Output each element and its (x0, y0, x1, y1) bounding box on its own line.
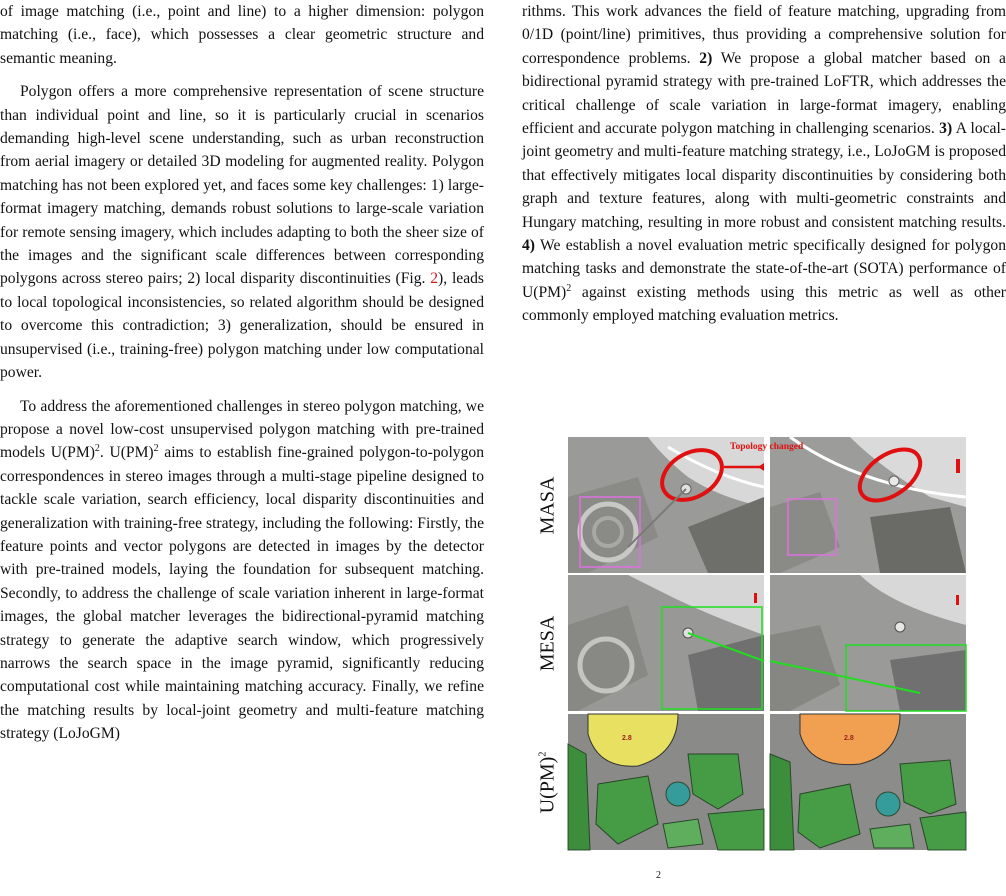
row-label-upm2: U(PM)$^2$ (536, 751, 559, 813)
topology-annotation: Topology changed (730, 442, 804, 452)
paragraph-polygon-challenges (0, 80, 484, 384)
text: Polygon offers a more comprehensive representation of scene structure than individual point and line, so it is particularly crucial in scenarios demanding high-level scene understanding, such as urban reconstruction from aerial imagery or detailed 3D modeling for augmented reality. Polygon matching has not been explored yet, and faces some key challenges: 1) large-format imagery matching, demands robust solutions to large-scale variation for remote sensing imagery, which includes adapting to both the sheer size of the images and the significant scale differences between corresponding polygons across stereo pairs; 2) local disparity discontinuities (Fig. (0, 83, 484, 288)
row-label-masa: MASA (536, 476, 559, 534)
text: rithms. This work advances the field of feature matching, upgrading from 0/1D (point/line) primitives, thus providing a comprehensive solution for correspondence problems. (522, 3, 1006, 67)
text: A local-joint geometry and multi-feature matching strategy, i.e., LoJoGM is proposed that effectively mitigates local disparity discontinuities by considering both graph and texture features, along with multi-geometric constraints and Hungary matching, resulting in more robust and consistent matching results. (522, 120, 1006, 231)
superscript: 2 (94, 443, 100, 455)
svg-text:2.8: 2.8 (622, 735, 632, 742)
row-label-mesa: MESA (536, 615, 559, 671)
superscript: 2 (566, 282, 572, 294)
text: aims to establish fine-grained polygon-to-polygon correspondences in stereo images through a multi-stage pipeline designed to tackle scale variation, search efficiency, local disparity discontinuities and generalization with training-free strategy, including the following: Firstly, the feature points and vector polygons are detected in images by the detector with pre-trained models, laying the foundation for subsequent matching. Secondly, to address the challenge of scale variation inherent in large-format images, the global matcher leverages the bidirectional-pyramid matching strategy to generate the adaptive search window, which progressively narrows the search space in the image pyramid, significantly reducing computational cost while maintaining matching accuracy. Finally, we refine the matching results by local-joint geometry and multi-feature matching strategy (LoJoGM) (0, 444, 484, 743)
left-column (0, 0, 484, 746)
upm2-left-image (568, 714, 764, 850)
text: To address the aforementioned challenges in stereo polygon matching, we propose a novel low-cost unsupervised polygon matching with pre-trained models U(PM) (0, 397, 484, 462)
text: against existing methods using this metric as well as other commonly employed matching evaluation metrics. (522, 283, 1006, 325)
contribution-number: 4) (522, 237, 535, 255)
contribution-number: 3) (939, 120, 953, 138)
svg-text:2.8: 2.8 (844, 735, 854, 742)
right-column (522, 0, 1006, 328)
contribution-number: 2) (699, 49, 713, 67)
text: We establish a novel evaluation metric specifically designed for polygon matching tasks and demonstrate the state-of-the-art (SOTA) performance of U(PM) (522, 237, 1006, 301)
text: ), leads to local topological inconsistencies, so related algorithm should be designed to overcome this contradiction; 3) generalization, should be ensured in unsupervised (i.e., training-free) polygon matching under low computational power. (0, 270, 484, 382)
figure-caption-fragment (656, 872, 661, 889)
comparison-figure (534, 437, 966, 850)
superscript: 2 (153, 443, 159, 455)
masa-left-image (568, 437, 764, 573)
paragraph-proposed-method (0, 395, 484, 746)
paragraph-intro-tail: of image matching (i.e., point and line) to a higher dimension: polygon matching (i.e., face), which possesses a clear geometric structure and semantic meaning. (0, 3, 484, 67)
superscript: 2 (656, 870, 661, 881)
text: . U(PM) (99, 444, 154, 462)
mesa-left-image (568, 575, 764, 711)
mesa-right-image (770, 575, 966, 711)
upm2-right-image (770, 714, 966, 850)
figure-ref-link[interactable]: 2 (430, 270, 439, 288)
paragraph-contributions (522, 0, 1006, 328)
text: We propose a global matcher based on a bidirectional pyramid strategy with pre-trained LoFTR, which addresses the critical challenge of scale variation in large-format imagery, enabling efficient and accurate polygon matching in challenging scenarios. (522, 49, 1006, 138)
masa-right-image (730, 437, 966, 573)
